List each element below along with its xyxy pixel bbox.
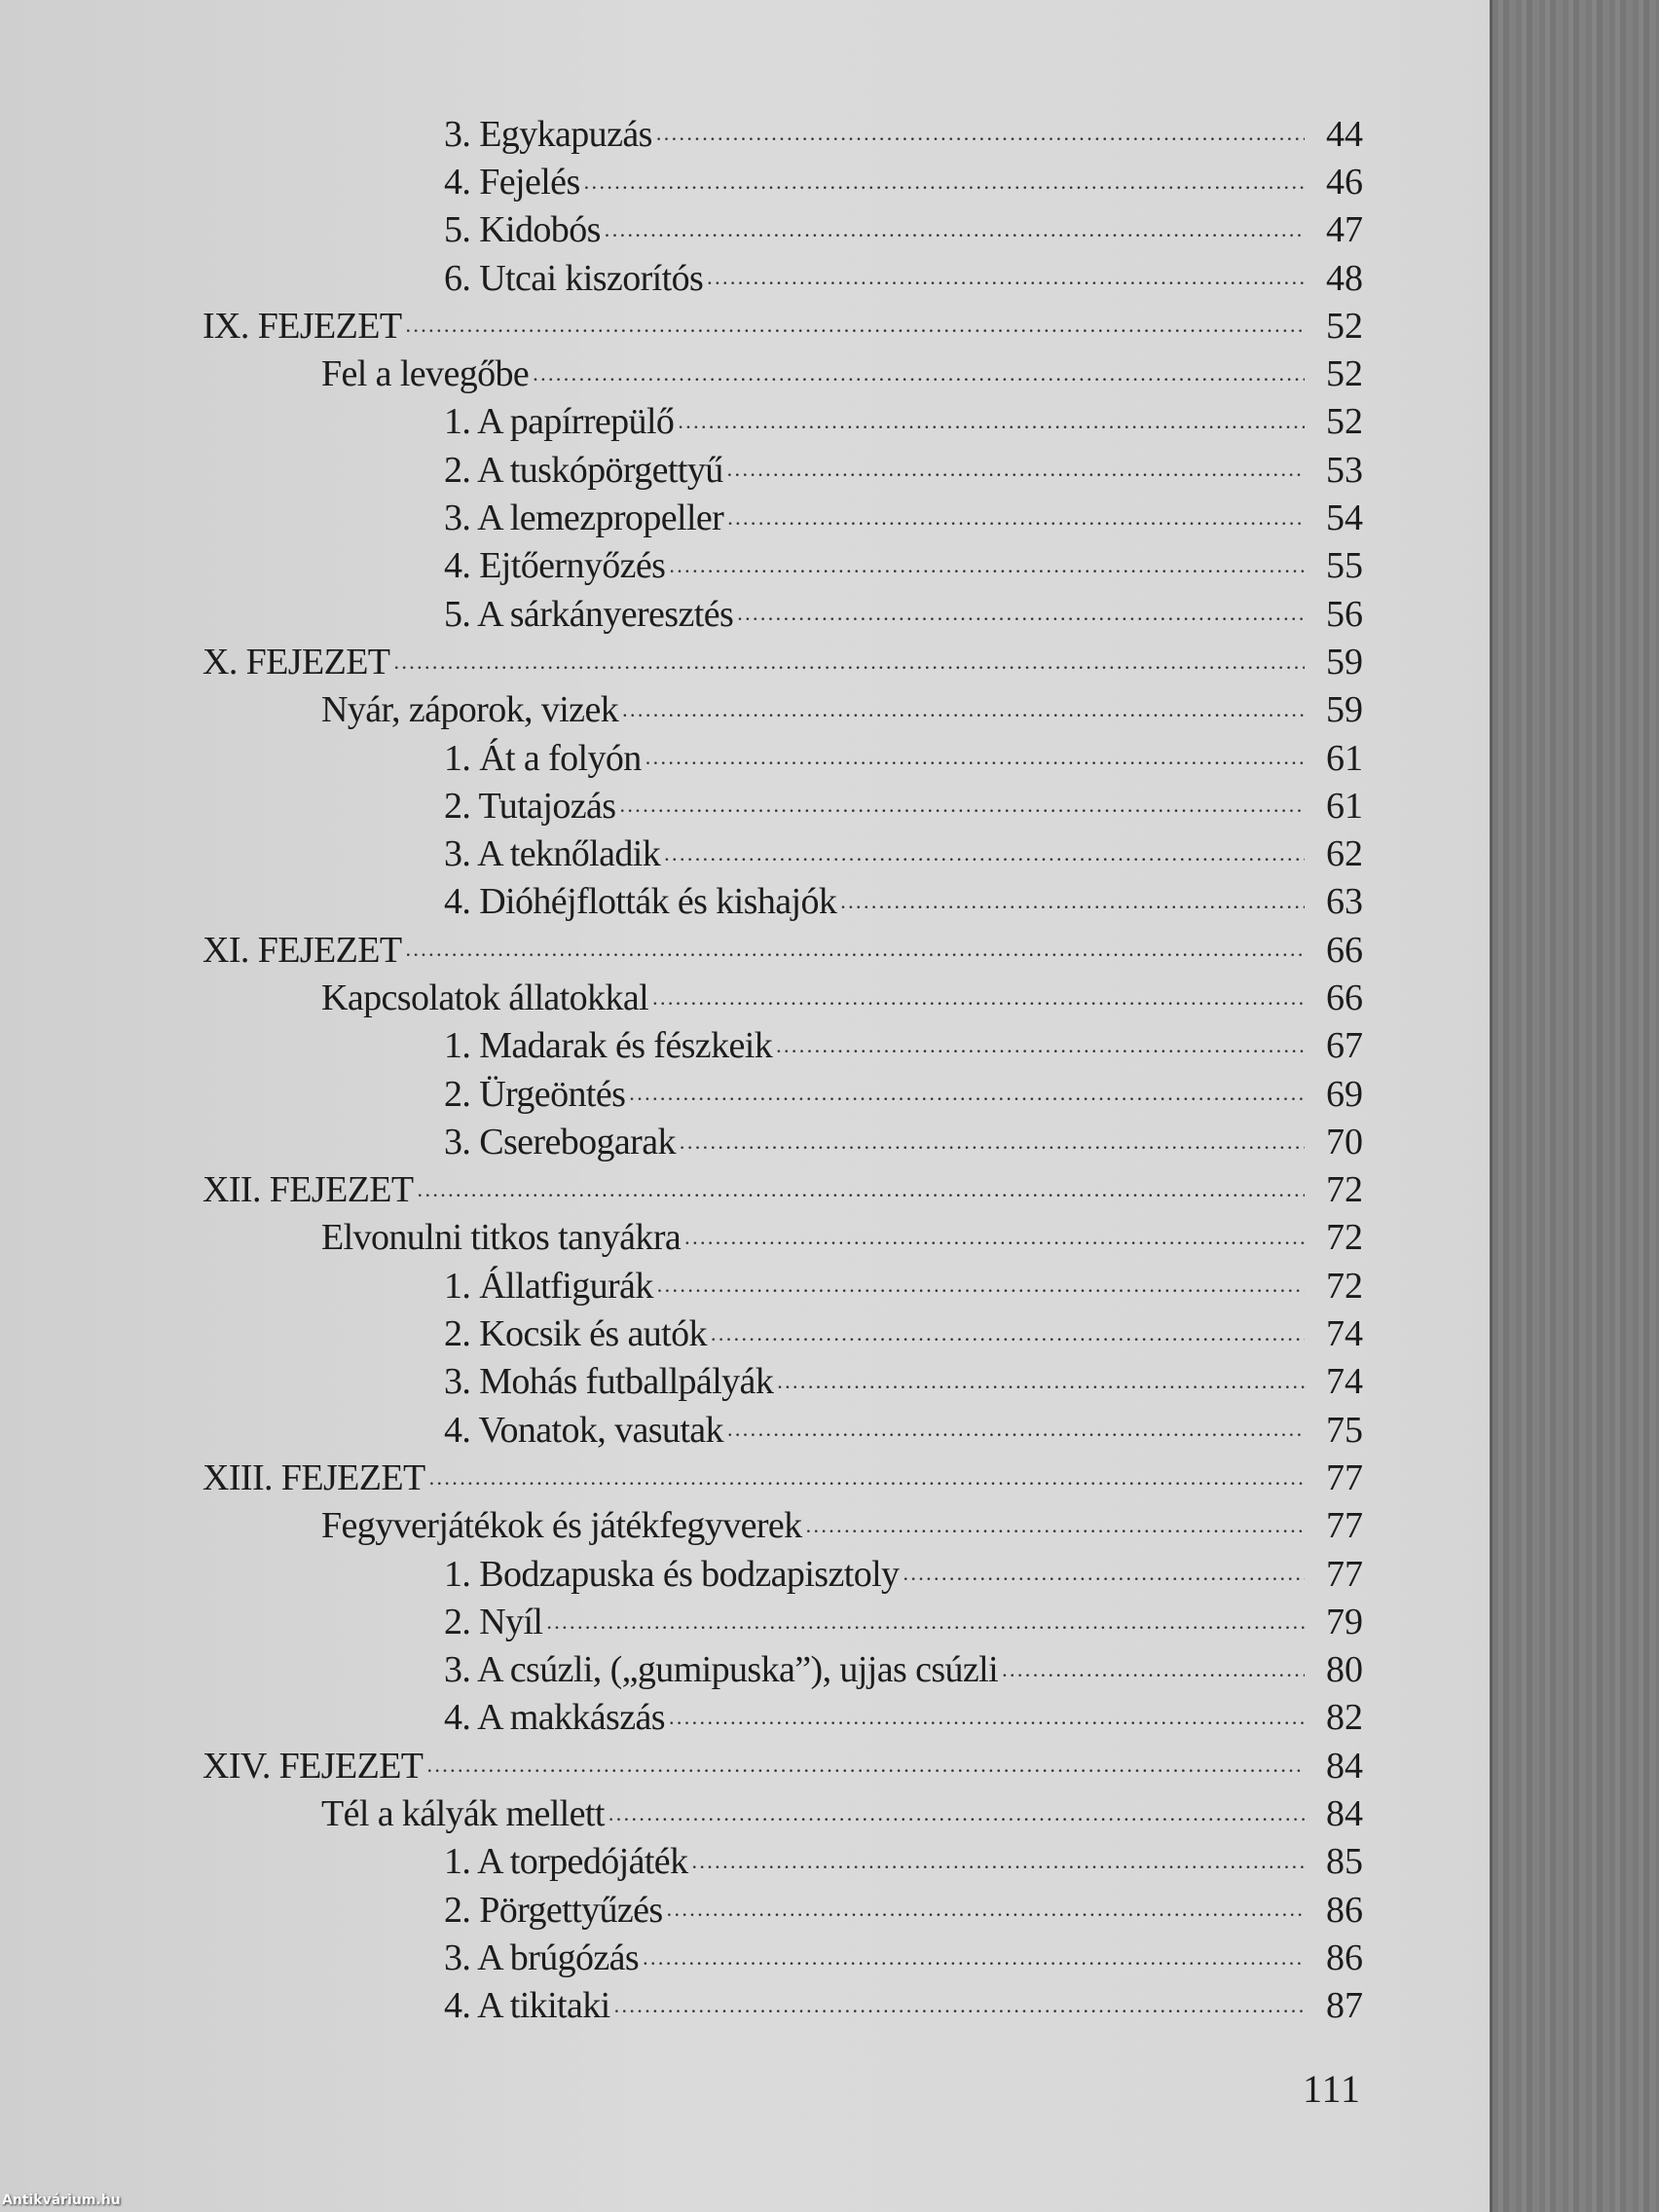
- toc-label: 1. A papírrepülő: [444, 401, 675, 443]
- toc-label: 3. A teknőladik: [444, 833, 661, 875]
- toc-page-number: 79: [1326, 1601, 1363, 1642]
- toc-item: [0, 590, 1363, 638]
- toc-page-number: 72: [1326, 1169, 1363, 1211]
- toc-chapter: [0, 1742, 1363, 1789]
- toc-label: Fel a levegőbe: [321, 353, 530, 395]
- toc-page-number: 77: [1326, 1505, 1363, 1547]
- toc-label: 2. Pörgettyűzés: [444, 1889, 663, 1931]
- toc-label: 3. Mohás futballpályák: [444, 1361, 774, 1403]
- toc-label: Elvonulni titkos tanyákra: [321, 1217, 682, 1259]
- toc-label: 3. A brúgózás: [444, 1936, 640, 1978]
- toc-item: [0, 1406, 1363, 1454]
- toc-label: 1. Madarak és fészkeik: [444, 1025, 773, 1067]
- toc-subtitle: [0, 350, 1363, 397]
- toc-item: [0, 1886, 1363, 1934]
- dot-leader: [707, 265, 1305, 290]
- dot-leader: [776, 1033, 1305, 1058]
- toc-page-number: 52: [1326, 353, 1363, 395]
- dot-leader: [657, 1272, 1305, 1298]
- toc-chapter: [0, 638, 1363, 685]
- book-spine-edge: [1490, 0, 1659, 2212]
- toc-page-number: 75: [1326, 1409, 1363, 1451]
- toc-label: XI. FEJEZET: [203, 929, 402, 971]
- toc-page-number: 44: [1326, 113, 1363, 155]
- dot-leader: [684, 1225, 1305, 1250]
- dot-leader: [622, 697, 1305, 722]
- toc-label: XIV. FEJEZET: [203, 1745, 424, 1787]
- toc-page-number: 74: [1326, 1313, 1363, 1355]
- toc-page-number: 47: [1326, 209, 1363, 251]
- toc-page-number: 85: [1326, 1841, 1363, 1883]
- toc-item: [0, 878, 1363, 926]
- toc-chapter: [0, 1166, 1363, 1214]
- toc-item: [0, 158, 1363, 205]
- toc-item: [0, 1598, 1363, 1645]
- toc-label: 2. A tuskópörgettyű: [444, 449, 723, 491]
- dot-leader: [429, 1465, 1305, 1491]
- toc-label: 4. Ejtőernyőzés: [444, 545, 666, 587]
- toc-item: [0, 1070, 1363, 1118]
- toc-item: [0, 1934, 1363, 1981]
- toc-label: 5. Kidobós: [444, 209, 601, 251]
- toc-label: 3. Cserebogarak: [444, 1121, 676, 1162]
- dot-leader: [426, 1752, 1305, 1778]
- dot-leader: [669, 1705, 1305, 1730]
- dot-leader: [903, 1561, 1305, 1586]
- toc-item: [0, 542, 1363, 590]
- toc-label: 5. A sárkányeresztés: [444, 593, 734, 635]
- toc-page-number: 82: [1326, 1697, 1363, 1739]
- toc-page-number: 59: [1326, 689, 1363, 731]
- toc-chapter: [0, 1454, 1363, 1501]
- dot-leader: [652, 985, 1305, 1011]
- dot-leader: [656, 121, 1305, 146]
- dot-leader: [678, 409, 1305, 434]
- toc-page-number: 84: [1326, 1745, 1363, 1787]
- toc-subtitle: [0, 1789, 1363, 1837]
- dot-leader: [605, 217, 1305, 242]
- toc-label: 4. Fejelés: [444, 161, 580, 203]
- dot-leader: [664, 841, 1305, 866]
- toc-label: XII. FEJEZET: [203, 1169, 414, 1211]
- toc-item: [0, 1694, 1363, 1742]
- dot-leader: [680, 1129, 1305, 1155]
- toc-subtitle: [0, 1502, 1363, 1550]
- toc-page-number: 70: [1326, 1121, 1363, 1162]
- toc-subtitle: [0, 974, 1363, 1021]
- toc-page-number: 66: [1326, 977, 1363, 1018]
- watermark: Antikvárium.hu: [2, 2193, 121, 2208]
- toc-label: XIII. FEJEZET: [203, 1456, 425, 1498]
- toc-page-number: 61: [1326, 737, 1363, 779]
- toc-page-number: 48: [1326, 257, 1363, 299]
- dot-leader: [691, 1849, 1305, 1874]
- dot-leader: [643, 1945, 1305, 1971]
- toc-chapter: [0, 926, 1363, 974]
- toc-item: [0, 782, 1363, 830]
- toc-page-number: 74: [1326, 1361, 1363, 1403]
- dot-leader: [645, 745, 1305, 770]
- dot-leader: [629, 1081, 1305, 1106]
- toc-page-number: 72: [1326, 1265, 1363, 1307]
- toc-label: X. FEJEZET: [203, 641, 390, 682]
- toc-label: 2. Kocsik és autók: [444, 1313, 707, 1355]
- toc-page-number: 46: [1326, 161, 1363, 203]
- toc-label: 1. A torpedójáték: [444, 1841, 688, 1883]
- toc-item: [0, 1262, 1363, 1309]
- toc-page-number: 55: [1326, 545, 1363, 587]
- table-of-contents: [0, 110, 1363, 2030]
- toc-label: Fegyverjátékok és játékfegyverek: [321, 1505, 802, 1547]
- toc-item: [0, 1982, 1363, 2030]
- dot-leader: [405, 313, 1305, 338]
- toc-page-number: 86: [1326, 1936, 1363, 1978]
- toc-label: 1. Át a folyón: [444, 737, 642, 779]
- dot-leader: [727, 1417, 1305, 1442]
- dot-leader: [727, 505, 1305, 531]
- toc-item: [0, 1838, 1363, 1886]
- toc-page-number: 77: [1326, 1553, 1363, 1595]
- dot-leader: [584, 169, 1305, 195]
- dot-leader: [806, 1513, 1305, 1538]
- toc-page-number: 66: [1326, 929, 1363, 971]
- dot-leader: [620, 793, 1306, 818]
- toc-item: [0, 494, 1363, 541]
- toc-page-number: 63: [1326, 881, 1363, 923]
- toc-label: Nyár, záporok, vizek: [321, 689, 619, 731]
- dot-leader: [405, 937, 1305, 962]
- toc-page-number: 72: [1326, 1217, 1363, 1259]
- dot-leader: [840, 889, 1305, 914]
- dot-leader: [614, 1993, 1305, 2018]
- dot-leader: [418, 1177, 1305, 1202]
- toc-item: [0, 110, 1363, 158]
- toc-page-number: 87: [1326, 1985, 1363, 2027]
- toc-label: 3. A csúzli, („gumipuska”), ujjas csúzli: [444, 1649, 999, 1691]
- toc-page-number: 53: [1326, 449, 1363, 491]
- toc-item: [0, 1022, 1363, 1070]
- toc-label: 4. A makkászás: [444, 1697, 665, 1739]
- toc-page-number: 77: [1326, 1456, 1363, 1498]
- toc-item: [0, 206, 1363, 254]
- dot-leader: [533, 361, 1305, 387]
- toc-label: 3. A lemezpropeller: [444, 498, 724, 539]
- toc-label: 2. Tutajozás: [444, 785, 616, 827]
- toc-page-number: 52: [1326, 305, 1363, 347]
- toc-label: Kapcsolatok állatokkal: [321, 977, 649, 1018]
- toc-item: [0, 734, 1363, 782]
- dot-leader: [546, 1609, 1305, 1635]
- toc-page-number: 67: [1326, 1025, 1363, 1067]
- toc-page-number: 80: [1326, 1649, 1363, 1691]
- toc-page-number: 61: [1326, 785, 1363, 827]
- dot-leader: [1002, 1657, 1305, 1682]
- toc-page-number: 86: [1326, 1889, 1363, 1931]
- toc-label: 4. Dióhéjflották és kishajók: [444, 881, 837, 923]
- toc-item: [0, 446, 1363, 494]
- toc-label: IX. FEJEZET: [203, 305, 402, 347]
- toc-label: 2. Ürgeöntés: [444, 1073, 626, 1115]
- toc-page-number: 84: [1326, 1793, 1363, 1835]
- toc-item: [0, 254, 1363, 302]
- dot-leader: [393, 649, 1305, 675]
- toc-page-number: 54: [1326, 498, 1363, 539]
- toc-subtitle: [0, 1214, 1363, 1262]
- toc-page-number: 62: [1326, 833, 1363, 875]
- toc-item: [0, 830, 1363, 877]
- toc-label: Tél a kályák mellett: [321, 1793, 605, 1835]
- dot-leader: [727, 457, 1305, 482]
- toc-item: [0, 398, 1363, 446]
- toc-chapter: [0, 302, 1363, 350]
- toc-label: 6. Utcai kiszorítós: [444, 257, 704, 299]
- toc-item: [0, 1358, 1363, 1406]
- toc-item: [0, 1550, 1363, 1598]
- toc-item: [0, 1646, 1363, 1694]
- toc-item: [0, 1309, 1363, 1357]
- toc-label: 1. Bodzapuska és bodzapisztoly: [444, 1553, 900, 1595]
- toc-label: 4. A tikitaki: [444, 1985, 610, 2027]
- dot-leader: [737, 601, 1305, 626]
- dot-leader: [667, 1897, 1305, 1922]
- page-number: 111: [1303, 2067, 1362, 2111]
- toc-label: 2. Nyíl: [444, 1601, 543, 1642]
- toc-subtitle: [0, 686, 1363, 734]
- toc-label: 1. Állatfigurák: [444, 1265, 653, 1307]
- toc-page-number: 52: [1326, 401, 1363, 443]
- dot-leader: [669, 553, 1305, 578]
- dot-leader: [608, 1801, 1305, 1826]
- toc-page-number: 56: [1326, 593, 1363, 635]
- dot-leader: [711, 1321, 1305, 1346]
- dot-leader: [777, 1369, 1305, 1394]
- toc-item: [0, 1118, 1363, 1165]
- toc-page-number: 59: [1326, 641, 1363, 682]
- toc-label: 3. Egykapuzás: [444, 113, 652, 155]
- toc-label: 4. Vonatok, vasutak: [444, 1409, 723, 1451]
- toc-page-number: 69: [1326, 1073, 1363, 1115]
